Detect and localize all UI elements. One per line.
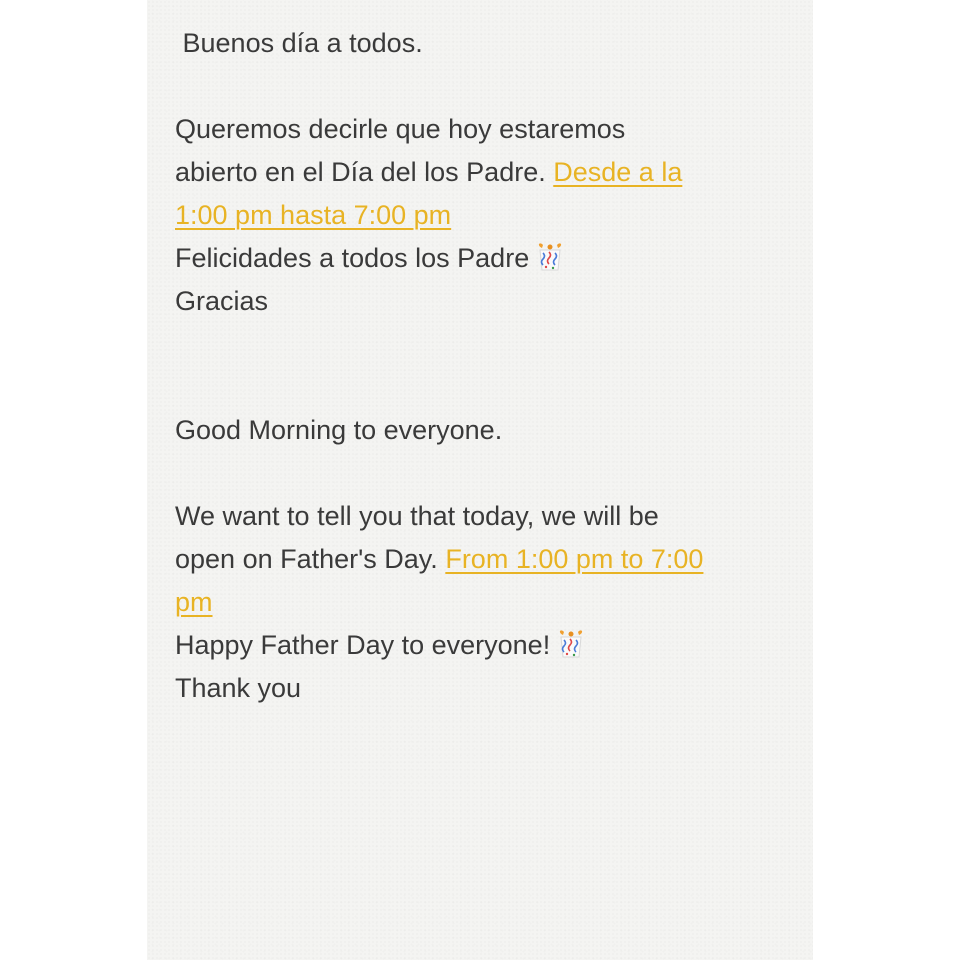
english-happy-text: Happy Father Day to everyone! — [175, 630, 551, 660]
english-thanks: Thank you — [175, 673, 302, 703]
english-line-2-text: open on Father's Day. — [175, 544, 438, 574]
note-body[interactable] — [175, 22, 785, 710]
spanish-hours-link-continued[interactable]: 1:00 pm hasta 7:00 pm — [175, 200, 452, 230]
spanish-line-2 — [175, 151, 785, 194]
gift-confetti-icon — [554, 626, 588, 660]
blank-line — [175, 65, 785, 108]
spanish-line-2-text: abierto en el Día del los Padre. — [175, 157, 546, 187]
english-line-1: We want to tell you that today, we will be — [175, 501, 659, 531]
spanish-hours-link[interactable]: Desde a la — [553, 157, 683, 187]
english-hours-link-continued[interactable]: pm — [175, 587, 213, 617]
english-greeting: Good Morning to everyone. — [175, 415, 503, 445]
english-line-2 — [175, 538, 785, 581]
blank-line — [175, 366, 785, 409]
blank-line — [175, 323, 785, 366]
english-happy — [175, 624, 785, 667]
spanish-greeting: Buenos día a todos. — [182, 28, 423, 58]
english-line-3 — [175, 581, 785, 624]
spanish-line-3 — [175, 194, 785, 237]
english-hours-link[interactable]: From 1:00 pm to 7:00 — [445, 544, 704, 574]
blank-line — [175, 452, 785, 495]
spanish-line-1: Queremos decirle que hoy estaremos — [175, 114, 626, 144]
spanish-felicidades — [175, 237, 785, 280]
note-page — [147, 0, 813, 960]
gift-confetti-icon — [533, 239, 567, 273]
spanish-felicidades-text: Felicidades a todos los Padre — [175, 243, 530, 273]
spanish-gracias: Gracias — [175, 286, 269, 316]
